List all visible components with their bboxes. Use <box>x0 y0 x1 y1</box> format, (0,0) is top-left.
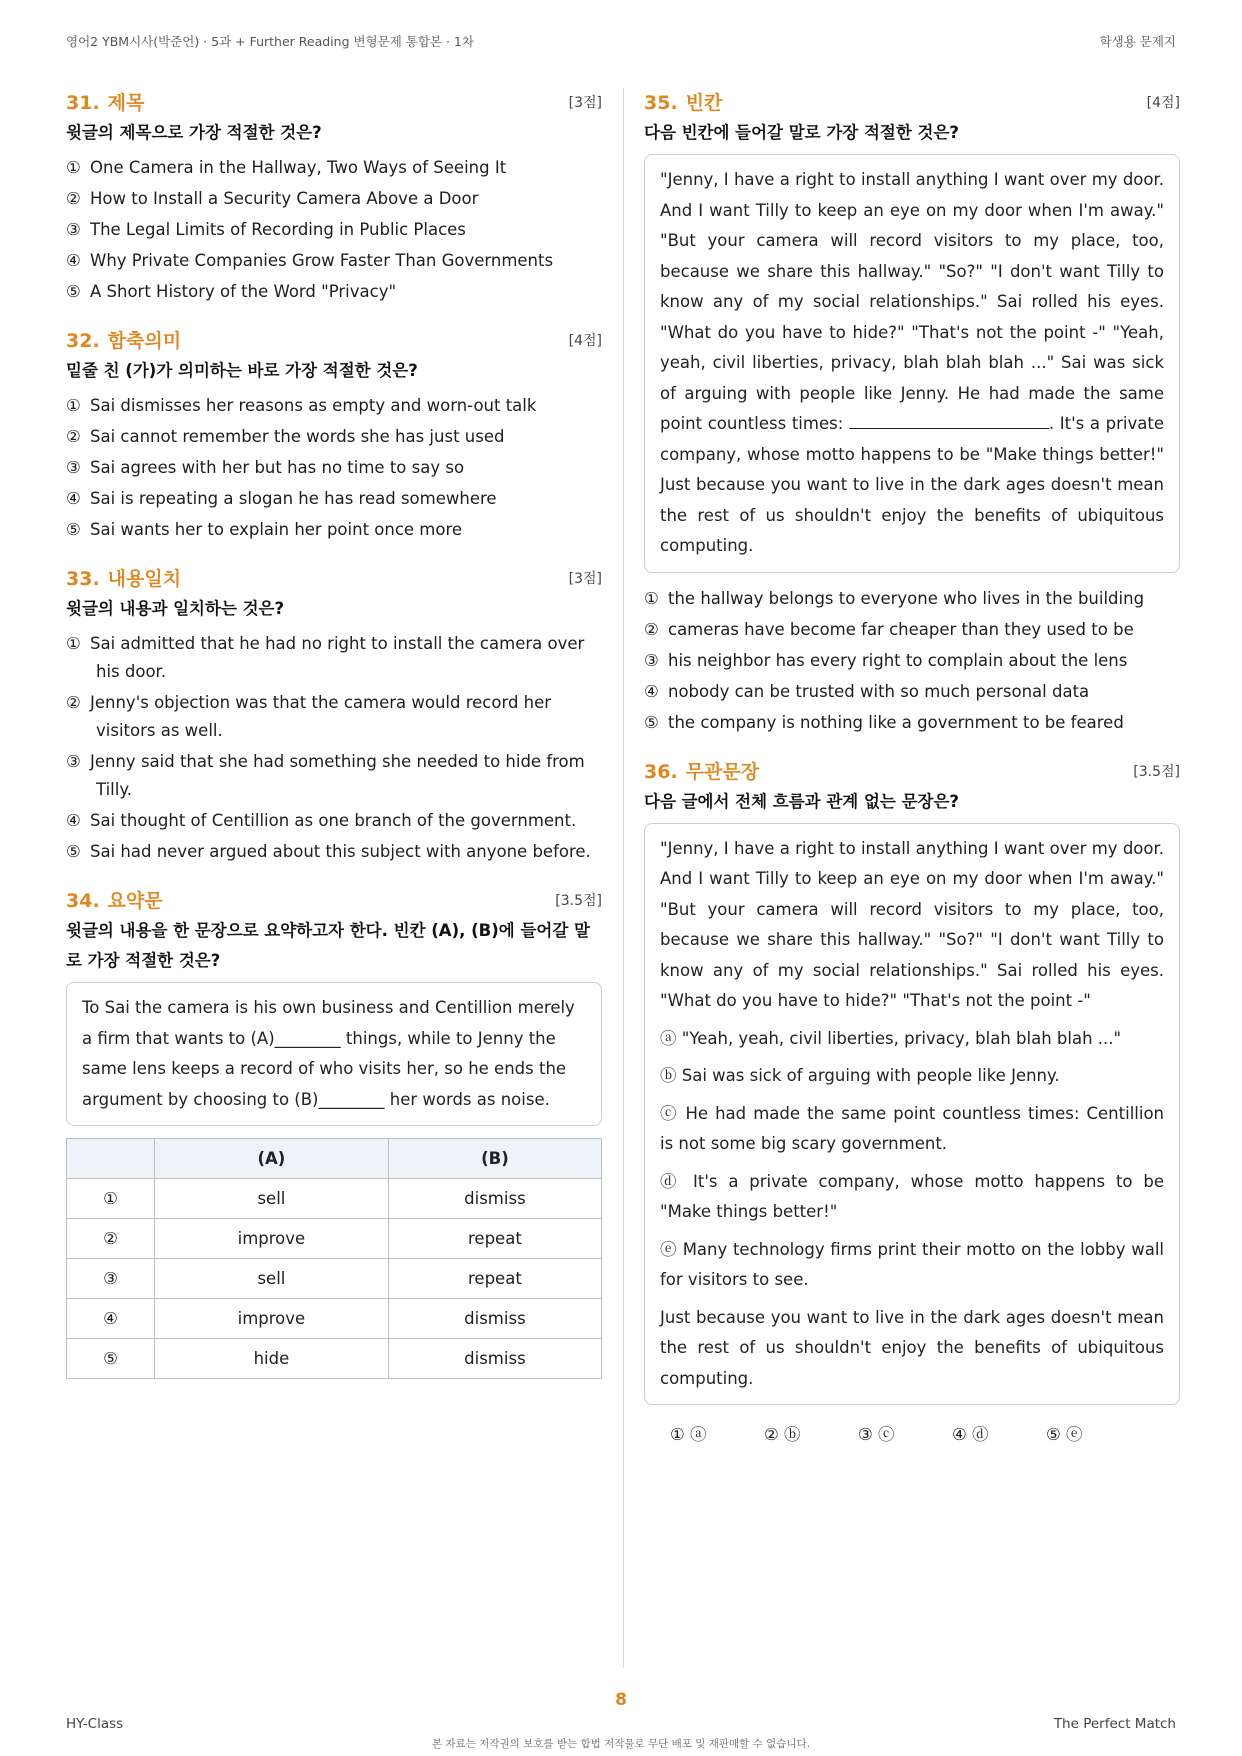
question-number: 31. 제목 <box>66 92 145 114</box>
summary-box: To Sai the camera is his own business and Centillion merely a firm that wants to (A)________ things, while to Jenny the same lens keeps a record of who visits her, so he ends the argument by choosing to (B)________ her words as noise. <box>66 982 602 1126</box>
column-divider <box>623 88 624 1668</box>
header-title: 영어2 YBM시사(박준언) · 5과 + Further Reading 변형문제 통합본 · 1차 <box>66 34 474 49</box>
question-34 <box>66 886 602 1379</box>
question-prompt: 다음 글에서 전체 흐름과 관계 없는 문장은? <box>644 791 960 811</box>
option-4[interactable]: ④ Why Private Companies Grow Faster Than Governments <box>66 251 554 270</box>
answer-table <box>66 1138 602 1379</box>
table-row[interactable] <box>67 1339 602 1379</box>
question-header <box>66 88 602 118</box>
passage-box <box>644 823 1180 1406</box>
question-header <box>66 886 602 916</box>
page-footer <box>66 1676 1176 1756</box>
choice-3[interactable]: ③ ⓒ <box>858 1425 895 1444</box>
option-2[interactable]: ② Jenny's objection was that the camera would record her visitors as well. <box>66 693 552 740</box>
choice-number: ① <box>67 1179 155 1219</box>
footer-brand: HY-Class <box>66 1716 124 1732</box>
marked-sentence-e: ⓔ Many technology firms print their motto on the lobby wall for visitors to see. <box>660 1239 1165 1289</box>
choice-number: ③ <box>67 1259 155 1299</box>
question-prompt: 밑줄 친 (가)가 의미하는 바로 가장 적절한 것은? <box>66 361 418 380</box>
option-5[interactable]: ⑤ Sai had never argued about this subject with anyone before. <box>66 842 591 861</box>
question-prompt: 윗글의 내용과 일치하는 것은? <box>66 599 285 618</box>
choice-number: ⑤ <box>67 1339 155 1379</box>
option-3[interactable]: ③ The Legal Limits of Recording in Public Places <box>66 220 466 239</box>
choice-a: improve <box>155 1219 389 1259</box>
table-row[interactable] <box>67 1179 602 1219</box>
question-header <box>644 88 1180 118</box>
option-2[interactable]: ② cameras have become far cheaper than they used to be <box>644 619 1134 639</box>
choice-b: dismiss <box>388 1179 601 1219</box>
question-prompt: 윗글의 내용을 한 문장으로 요약하고자 한다. 빈칸 (A), (B)에 들어갈 말로 가장 적절한 것은? <box>66 921 590 970</box>
option-2[interactable]: ② Sai cannot remember the words she has just used <box>66 427 505 446</box>
marked-sentence-b: ⓑ Sai was sick of arguing with people like Jenny. <box>660 1066 1060 1085</box>
choice-b: repeat <box>388 1219 601 1259</box>
option-4[interactable]: ④ Sai is repeating a slogan he has read somewhere <box>66 489 497 508</box>
choice-4[interactable]: ④ ⓓ <box>952 1425 989 1444</box>
question-number: 35. 빈칸 <box>644 92 723 114</box>
choice-b: repeat <box>388 1259 601 1299</box>
passage-text: . It's a private company, whose motto happens to be "Make things better!" Just because you want to live in the dark ages doesn't mean the rest of us shouldn't enjoy the benefits of ubiquitous computing. <box>660 414 1164 555</box>
option-3[interactable]: ③ Sai agrees with her but has no time to say so <box>66 458 465 477</box>
question-points: [4점] <box>1146 95 1180 111</box>
table-row[interactable] <box>67 1219 602 1259</box>
option-5[interactable]: ⑤ the company is nothing like a government to be feared <box>644 712 1124 732</box>
question-36 <box>644 757 1180 1446</box>
table-header-cell <box>67 1139 155 1179</box>
choice-b: dismiss <box>388 1299 601 1339</box>
marked-sentence-a: ⓐ "Yeah, yeah, civil liberties, privacy, blah blah blah ..." <box>660 1028 1122 1048</box>
option-1[interactable]: ① Sai admitted that he had no right to install the camera over his door. <box>66 634 585 681</box>
option-list <box>66 392 602 544</box>
question-points: [4점] <box>568 333 602 349</box>
table-header-row <box>67 1139 602 1179</box>
footer-series: The Perfect Match <box>1053 1716 1176 1732</box>
option-3[interactable]: ③ his neighbor has every right to complain about the lens <box>644 650 1128 670</box>
choice-2[interactable]: ② ⓑ <box>764 1425 801 1444</box>
choice-a: sell <box>155 1179 389 1219</box>
copyright-notice: 본 자료는 저작권의 보호를 받는 합법 저작물로 무단 배포 및 재판매할 수 없습니다. <box>431 1738 811 1750</box>
option-5[interactable]: ⑤ A Short History of the Word "Privacy" <box>66 282 397 301</box>
choice-a: improve <box>155 1299 389 1339</box>
question-number: 34. 요약문 <box>66 890 163 912</box>
question-35 <box>644 88 1180 737</box>
question-number: 36. 무관문장 <box>644 760 760 783</box>
option-3[interactable]: ③ Jenny said that she had something she needed to hide from Tilly. <box>66 752 585 799</box>
question-33 <box>66 564 602 866</box>
passage-intro: "Jenny, I have a right to install anything I want over my door. And I want Tilly to keep an eye on my door when I'm away." "But your camera will record visitors to my place, too, because we share this hallway." "So?" "I don't want Tilly to know any of my social relationships." Sai rolled his eyes. "What do you have to hide?" "That's not the point -" <box>660 838 1164 1010</box>
header-label: 학생용 문제지 <box>1099 34 1176 49</box>
option-5[interactable]: ⑤ Sai wants her to explain her point once more <box>66 520 463 539</box>
question-31 <box>66 88 602 306</box>
answer-blank <box>849 411 1049 429</box>
right-column <box>644 88 1180 1445</box>
choice-a: hide <box>155 1339 389 1379</box>
question-header <box>66 326 602 356</box>
question-header <box>644 757 1180 787</box>
left-column <box>66 88 602 1379</box>
option-4[interactable]: ④ nobody can be trusted with so much personal data <box>644 681 1090 701</box>
table-row[interactable] <box>67 1299 602 1339</box>
question-number: 33. 내용일치 <box>66 568 182 590</box>
page-header <box>66 32 1176 52</box>
passage-outro: Just because you want to live in the dark ages doesn't mean the rest of us shouldn't enjoy the benefits of ubiquitous computing. <box>660 1307 1164 1388</box>
choice-number: ④ <box>67 1299 155 1339</box>
passage-text: "Jenny, I have a right to install anything I want over my door. And I want Tilly to keep an eye on my door when I'm away." "But your camera will record visitors to my place, too, because we share this hallway." "So?" "I don't want Tilly to know any of my social relationships." Sai rolled his eyes. "What do you have to hide?" "That's not the point -" "Yeah, yeah, civil liberties, privacy, blah blah blah ..." Sai was sick of arguing with people like Jenny. He had made the same point countless times: <box>660 170 1164 433</box>
option-list <box>66 630 602 866</box>
question-header <box>66 564 602 594</box>
option-list <box>644 585 1180 737</box>
question-32 <box>66 326 602 544</box>
question-points: [3점] <box>568 571 602 587</box>
choice-a: sell <box>155 1259 389 1299</box>
question-points: [3.5점] <box>555 893 602 909</box>
marked-sentence-c: ⓒ He had made the same point countless times: Centillion is not some big scary government. <box>660 1103 1164 1153</box>
marked-sentence-d: ⓓ It's a private company, whose motto happens to be "Make things better!" <box>660 1171 1165 1221</box>
table-header-cell: (B) <box>388 1139 601 1179</box>
table-header-cell: (A) <box>155 1139 389 1179</box>
choice-5[interactable]: ⑤ ⓔ <box>1046 1425 1083 1444</box>
question-prompt: 윗글의 제목으로 가장 적절한 것은? <box>66 123 322 142</box>
passage-box <box>644 154 1180 573</box>
option-1[interactable]: ① One Camera in the Hallway, Two Ways of Seeing It <box>66 158 507 177</box>
choice-1[interactable]: ① ⓐ <box>670 1425 707 1444</box>
option-1[interactable]: ① Sai dismisses her reasons as empty and worn-out talk <box>66 396 537 415</box>
question-prompt: 다음 빈칸에 들어갈 말로 가장 적절한 것은? <box>644 123 960 142</box>
table-row[interactable] <box>67 1259 602 1299</box>
option-4[interactable]: ④ Sai thought of Centillion as one branch of the government. <box>66 811 577 830</box>
answer-choices <box>644 1421 1180 1445</box>
question-points: [3.5점] <box>1133 763 1180 780</box>
question-points: [3점] <box>568 95 602 111</box>
option-list <box>66 154 602 306</box>
option-2[interactable]: ② How to Install a Security Camera Above a Door <box>66 189 479 208</box>
choice-b: dismiss <box>388 1339 601 1379</box>
question-number: 32. 함축의미 <box>66 330 182 352</box>
choice-number: ② <box>67 1219 155 1259</box>
page-number: 8 <box>615 1690 627 1710</box>
option-1[interactable]: ① the hallway belongs to everyone who lives in the building <box>644 588 1145 608</box>
